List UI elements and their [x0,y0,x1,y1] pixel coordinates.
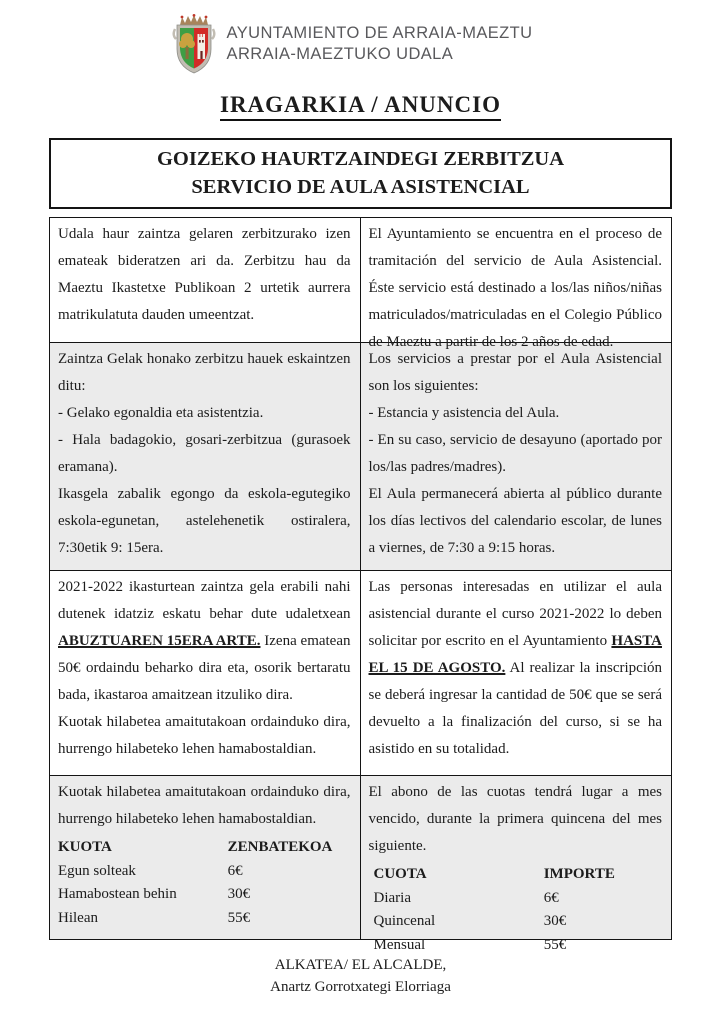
paragraph [369,221,663,356]
text-segment: Izena ematean 50€ ordaindu beharko dira eta, osorik bertaratu bada, ikastaroa amaitzean itzuliko dira. [58,633,351,703]
fee-row [58,907,351,931]
fee-row [369,910,663,934]
fee-header-concept: CUOTA [373,866,427,882]
paragraph [369,346,663,400]
paragraph [369,400,663,427]
text-segment: Los servicios a prestar por el Aula Asistencial son los siguientes: [368,351,662,394]
deadline-emphasis: ABUZTUAREN 15ERA ARTE. [58,633,261,649]
text-segment: Las personas interesadas en utilizar el aula asistencial durante el curso 2021-2022 lo deben solicitar por escrito en el Ayuntamiento [368,579,662,649]
paragraph [58,346,351,400]
paragraph [369,574,663,763]
fee-table-eu [58,836,351,930]
fee-table-es [369,863,663,957]
paragraph [58,427,351,481]
fee-label: Egun solteak [58,862,136,879]
table-cell-es-row3 [361,571,672,775]
fee-header-row [369,863,663,887]
text-segment: Kuotak hilabetea amaitutakoan ordainduko dira, hurrengo hilabeteko lehen hamabostaldian. [58,714,351,757]
paragraph [58,574,351,709]
table-row-3 [50,571,671,776]
fee-row [58,860,351,884]
table-cell-eu-row2 [50,343,361,570]
footer-name: Anartz Gorrotxategi Elorriaga [270,979,451,995]
paragraph [369,427,663,481]
paragraph [369,779,663,860]
fee-value: 6€ [227,862,243,879]
fee-value: 30€ [227,886,251,902]
announcement-title-wrap [0,92,721,121]
footer-role: ALKATEA/ EL ALCALDE, [274,957,447,973]
paragraph [58,779,351,833]
table-cell-eu-row1 [50,218,361,342]
service-title-eu: GOIZEKO HAURTZAINDEGI ZERBITZUA [156,148,565,170]
table-row-4 [50,776,671,953]
text-segment: - En su caso, servicio de desayuno (aportado por los/las padres/madres). [368,432,662,475]
text-segment: Al realizar la inscripción se deberá ingresar la cantidad de 50€ que se será devuelto a la finalización del curso, si se ha asistido en su totalidad. [368,660,662,757]
text-segment: Ikasgela zabalik egongo da eskola-egutegiko eskola-egunetan, astelehenetik ostiralera, 7:30etik 9: 15era. [58,486,351,556]
org-name-eu: ARRAIA-MAEZTUKO UDALA [226,45,454,63]
text-segment: El Aula permanecerá abierta al público durante los días lectivos del calendario escolar, de lunes a viernes, de 7:30 a 9:15 horas. [368,486,662,556]
announcement-title: IRAGARKIA / ANUNCIO [220,92,501,121]
org-name-block [227,23,533,65]
paragraph [58,709,351,763]
text-segment: - Gelako egonaldia eta asistentzia. [58,405,264,421]
table-cell-es-row2 [361,343,672,570]
text-segment: El Ayuntamiento se encuentra en el proceso de tramitación del servicio de Aula Asistencial. Éste servicio está destinado a los/las niños/niñas matriculados/matriculadas en el Colegio Público de Maeztu a partir de los 2 años de edad. [368,226,662,350]
table-row-2 [50,343,671,571]
paragraph [58,400,351,427]
service-title-es: SERVICIO DE AULA ASISTENCIAL [191,176,530,198]
table-cell-eu-row3 [50,571,361,775]
fee-label: Quincenal [373,913,436,929]
footer [0,954,721,998]
fee-label: Hilean [58,909,98,926]
fee-label: Mensual [373,936,426,953]
text-segment: Kuotak hilabetea amaitutakoan ordainduko dira, hurrengo hilabeteko lehen hamabostaldian. [58,784,351,827]
table-row-1 [50,218,671,350]
fee-value: 55€ [543,936,567,953]
fee-header-amount: IMPORTE [543,866,615,882]
fee-header-concept: KUOTA [58,839,112,855]
fee-value: 6€ [543,889,559,906]
fee-row [369,887,663,911]
text-segment: Udala haur zaintza gelaren zerbitzurako izen emateak bideratzen ari da. Zerbitzu hau da Maeztu Ikastetxe Publikoan 2 urtetik aurrera matrikulatuta dauden umeentzat. [58,226,351,323]
table-cell-es-row4 [361,776,672,953]
fee-header-amount: ZENBATEKOA [227,839,333,855]
fee-value: 55€ [227,909,251,926]
main-table [49,217,672,953]
text-segment: El abono de las cuotas tendrá lugar a mes vencido, durante la primera quincena del mes siguiente. [368,784,662,854]
paragraph [369,481,663,562]
service-title-box [49,138,672,209]
text-segment: Zaintza Gelak honako zerbitzu hauek eskaintzen ditu: [58,351,351,394]
paragraph [58,481,351,562]
deadline-emphasis: HASTA EL 15 DE AGOSTO. [368,633,662,676]
fee-row [58,883,351,907]
text-segment: - Estancia y asistencia del Aula. [368,405,560,421]
fee-label: Hamabostean behin [58,886,177,902]
table-cell-es-row1 [361,218,672,350]
fee-value: 30€ [543,913,567,929]
paragraph [58,221,351,329]
text-segment: - Hala badagokio, gosari-zerbitzua (gurasoek eramana). [58,432,351,475]
org-name-es: AYUNTAMIENTO DE ARRAIA-MAEZTU [226,24,533,42]
header [0,0,721,75]
fee-header-row [58,836,351,860]
fee-label: Diaria [373,889,411,906]
text-segment: 2021-2022 ikasturtean zaintza gela erabili nahi dutenek idatziz eskatu behar dute udaletxean [58,579,351,622]
table-cell-eu-row4 [50,776,361,939]
municipal-crest-icon [171,13,217,75]
